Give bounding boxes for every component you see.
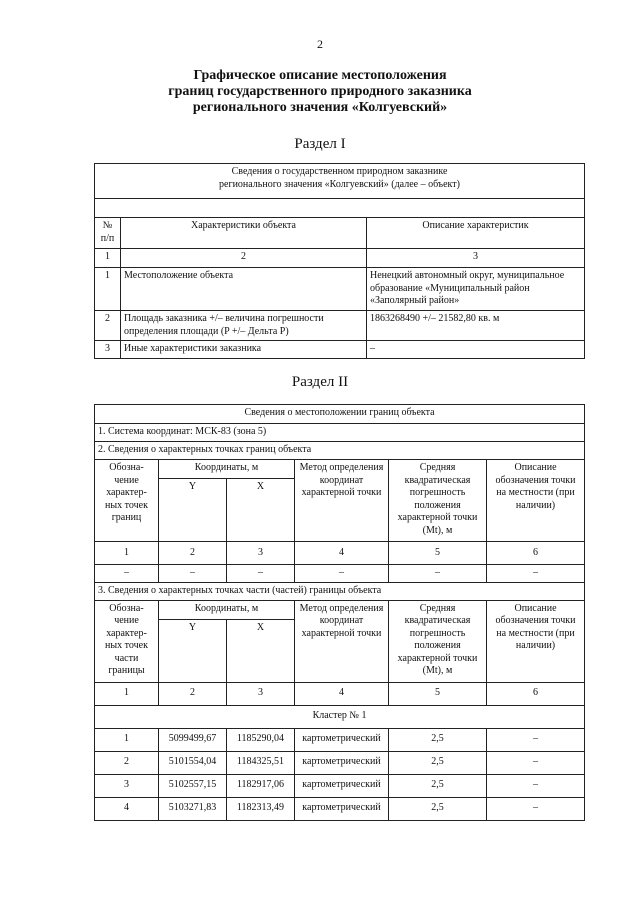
row-description: Ненецкий автономный округ, муниципальное образование «Муниципальный район «Заполярный район» <box>367 268 585 311</box>
row-description: – <box>367 341 585 359</box>
column-number: 6 <box>487 542 585 565</box>
header-characteristic: Характеристики объекта <box>121 218 367 249</box>
column-number: 5 <box>389 682 487 705</box>
point-x: 1185290,04 <box>227 728 295 751</box>
column-number: 1 <box>95 249 121 268</box>
column-number: 1 <box>95 682 159 705</box>
title-line: регионального значения «Колгуевский» <box>192 100 448 115</box>
row-characteristic: Площадь заказника +/– величина погрешности определения площади (P +/– Дельта P) <box>121 311 367 341</box>
point-x: 1182313,49 <box>227 797 295 820</box>
empty-cell: – <box>95 565 159 583</box>
point-method: картометрический <box>295 728 389 751</box>
coordinate-system: 1. Система координат: МСК-83 (зона 5) <box>95 424 585 442</box>
header-x: X <box>227 619 295 682</box>
column-number: 2 <box>121 249 367 268</box>
header-coordinates: Координаты, м <box>159 600 295 619</box>
column-number: 6 <box>487 682 585 705</box>
header-y: Y <box>159 619 227 682</box>
point-x: 1182917,06 <box>227 774 295 797</box>
point-y: 5102557,15 <box>159 774 227 797</box>
point-x: 1184325,51 <box>227 751 295 774</box>
header-method: Метод определения координат характерной точки <box>295 600 389 682</box>
cluster-label: Кластер № 1 <box>95 705 585 728</box>
document-title <box>0 68 640 116</box>
point-method: картометрический <box>295 751 389 774</box>
point-y: 5099499,67 <box>159 728 227 751</box>
table-row <box>95 268 585 311</box>
point-number: 2 <box>95 751 159 774</box>
column-number: 4 <box>295 542 389 565</box>
point-mt: 2,5 <box>389 797 487 820</box>
column-number: 5 <box>389 542 487 565</box>
header-error: Средняя квадратическая погрешность положения характерной точки (Mt), м <box>389 600 487 682</box>
point-mt: 2,5 <box>389 728 487 751</box>
parts-section-title: 3. Сведения о характерных точках части (частей) границы объекта <box>95 582 585 600</box>
header-num: № п/п <box>95 218 121 249</box>
empty-cell: – <box>487 565 585 583</box>
point-method: картометрический <box>295 797 389 820</box>
header-marking: Описание обозначения точки на местности (при наличии) <box>487 460 585 542</box>
column-number: 3 <box>367 249 585 268</box>
row-characteristic: Иные характеристики заказника <box>121 341 367 359</box>
point-number: 1 <box>95 728 159 751</box>
point-y: 5101554,04 <box>159 751 227 774</box>
row-description: 1863268490 +/– 21582,80 кв. м <box>367 311 585 341</box>
row-num: 2 <box>95 311 121 341</box>
point-method: картометрический <box>295 774 389 797</box>
title-line: Графическое описание местоположения <box>193 68 447 83</box>
point-number: 3 <box>95 774 159 797</box>
point-y: 5103271,83 <box>159 797 227 820</box>
point-number: 4 <box>95 797 159 820</box>
row-num: 3 <box>95 341 121 359</box>
table-row <box>95 797 585 820</box>
title-line: границ государственного природного заказника <box>168 84 472 99</box>
table-row <box>95 774 585 797</box>
point-desc: – <box>487 774 585 797</box>
column-number: 2 <box>159 682 227 705</box>
page-number: 2 <box>317 37 323 51</box>
caption-line: Сведения о государственном природном заказнике <box>231 166 448 177</box>
section-1-table <box>94 163 585 359</box>
column-number: 2 <box>159 542 227 565</box>
empty-cell: – <box>295 565 389 583</box>
header-error: Средняя квадратическая погрешность положения характерной точки (Mt), м <box>389 460 487 542</box>
header-y: Y <box>159 479 227 542</box>
point-desc: – <box>487 728 585 751</box>
empty-cell: – <box>159 565 227 583</box>
section-1-caption <box>95 164 585 199</box>
row-characteristic: Местоположение объекта <box>121 268 367 311</box>
header-description: Описание характеристик <box>367 218 585 249</box>
header-method: Метод определения координат характерной точки <box>295 460 389 542</box>
column-number: 4 <box>295 682 389 705</box>
section-2-caption: Сведения о местоположении границ объекта <box>95 405 585 424</box>
header-coordinates: Координаты, м <box>159 460 295 479</box>
point-mt: 2,5 <box>389 751 487 774</box>
point-desc: – <box>487 751 585 774</box>
empty-cell: – <box>227 565 295 583</box>
table-row <box>95 728 585 751</box>
table-row <box>95 311 585 341</box>
header-marking: Описание обозначения точки на местности (при наличии) <box>487 600 585 682</box>
header-designation: Обозна-чение характер-ных точек границ <box>95 460 159 542</box>
table-row <box>95 751 585 774</box>
column-number: 3 <box>227 682 295 705</box>
table-row <box>95 341 585 359</box>
column-number: 1 <box>95 542 159 565</box>
empty-cell: – <box>389 565 487 583</box>
spacer-row <box>95 199 585 218</box>
header-designation: Обозна-чение характер-ных точек части границы <box>95 600 159 682</box>
row-num: 1 <box>95 268 121 311</box>
section-2-title: Раздел II <box>291 374 349 390</box>
point-desc: – <box>487 797 585 820</box>
header-x: X <box>227 479 295 542</box>
point-mt: 2,5 <box>389 774 487 797</box>
section-1-title: Раздел I <box>294 136 346 152</box>
section-2-table <box>94 404 585 821</box>
column-number: 3 <box>227 542 295 565</box>
points-section-title: 2. Сведения о характерных точках границ объекта <box>95 442 585 460</box>
caption-line: регионального значения «Колгуевский» (далее – объект) <box>219 178 460 190</box>
table-row <box>95 565 585 583</box>
